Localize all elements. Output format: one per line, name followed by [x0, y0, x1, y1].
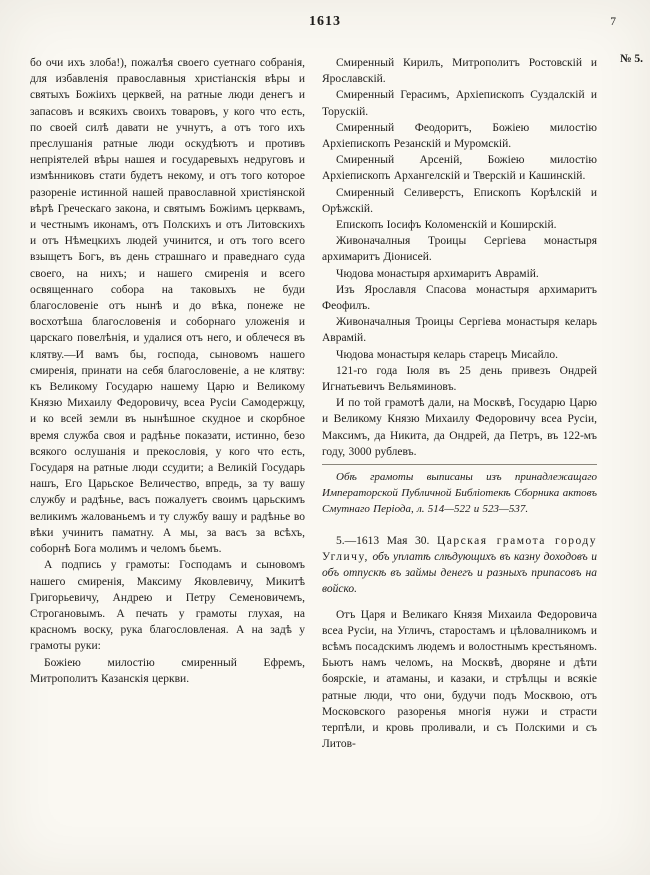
signatory-entry: Чюдова монастыря келарь старецъ Мисайло.: [336, 348, 558, 361]
page-number: 7: [610, 16, 616, 28]
signatory-entry: Живоначалныя Троицы Сергіева монастыря келарь Аврамій.: [322, 316, 597, 345]
delivery-note: 121-го года Іюля въ 25 день привезъ Ондрей Игнатьевичъ Вельяминовъ.: [322, 364, 597, 394]
signatory-entry: Смиренный Кирилъ, Митрополитъ Ростовскій и Ярославскій.: [322, 57, 597, 86]
right-column: [322, 55, 597, 752]
document-number-margin-note: № 5.: [619, 53, 643, 65]
section-title: Царская грамота городу Угличу,: [322, 534, 597, 563]
section-heading: [322, 533, 597, 598]
text-columns: [0, 55, 650, 752]
signatory-entry: Епископъ Іосифъ Коломенскій и Коширскій.: [336, 219, 557, 232]
paragraph-subscription: А подпись у грамоты: Господамъ и сыновомъ нашего смиренія, Максиму Яковлевичу, Микитѣ Григорьевичу, Андрею и Петру Семеновичемъ, Строгановымъ. А печать у грамоты глухая, на красномъ воску, рука благословленая. А на задѣ у грамоты руки:: [30, 559, 305, 653]
signatory-entry: Смиренный Феодоритъ, Божіею милостію Архіепископъ Резанскій и Муромскій.: [322, 121, 597, 151]
running-head-year: 1613: [309, 14, 341, 29]
signatory-entry: Смиренный Арсеній, Божіею милостію Архіепископъ Архангелскій и Тверскій и Кашинскій.: [322, 154, 597, 183]
archival-note: Обѣ грамоты выписаны изъ принадлежащаго Императорской Публичной Библіотекѣ Сборника актовъ Смутнаго Періода, л. 514—522 и 523—537.: [322, 471, 597, 516]
paragraph-signature: Божіею милостію смиренный Ефремъ, Митрополитъ Казанскія церкви.: [30, 656, 305, 685]
paragraph-continuation: бо очи ихъ злоба!), пожалѣя своего суетнаго собранія, для избавленія православныя христіанскія вѣры и святыхъ Божіихъ церквей, на ратные люди денегъ и запасовъ и всякихъ своихъ товаровъ, у кого что есть, по своей силѣ давати не учнутъ, а отъ того ихъ преслушанія ратные люди оскудѣютъ и противъ непріятелей вѣры нашея и государевыхъ недруговъ и измѣнниковъ стати будетъ некому, и отъ того которое разореніе истинной нашей православной христіянской вѣрѣ Греческаго закона, и святымъ Божіимъ церквамъ, и честнымъ иконамъ, отъ Полскихъ и отъ Литовскихъ и отъ Нѣмецкихъ людей учинится, и отъ того всего взыщетъ Богъ, въ день страшнаго и праведнаго суда своего, на нихъ; и нашего смиренія и всего освященнаго собора на таковыхъ не буди благословеніе отъ нынѣ и до вѣка, понеже не восхотѣша благословенія и соборнаго уложенія и царскаго повелѣнія, и удалися отъ него, и облечеся въ клятву.—И вамъ бы, господа, сыновомъ нашего смиренія, принати на себя благословеніе, а не клятву: къ Великому Государю нашему Царю и Великому Князю Михаилу Федоровичу, всеа Русіи Самодержцу, и ко всей земли въ нынѣшное скудное и скорбное время служба своя и радѣнье показати, истинно, безо всякого ослушанія и прекословія, у кого что есть, Государя на ратные люди ссудити; а Великій Государь нашъ, Его Царьское Величество, впредь, за ту вашу службу и радѣнье, васъ пожалуетъ своимъ царьскимъ великимъ жалованьемъ и ту службу вашу и радѣнье во вѣки учинитъ паматну. А мы, за васъ за всѣхъ, соборнѣ Бога молимъ и челомъ бьемъ.: [30, 57, 305, 556]
signatory-entry: Смиренный Селиверстъ, Епископъ Корѣлскій и Орѣжскій.: [322, 186, 597, 215]
section-body-paragraph: Отъ Царя и Великаго Князя Михаила Федоровича всеа Русіи, на Угличъ, старостамъ и цѣловалникомъ и всѣмъ посадскимъ людемъ и волостнымъ крестьяномъ. Бьютъ намъ челомъ, на Москвѣ, дворяне и дѣти боярскіе, и атаманы, и казаки, и стрѣлцы и всякіе ратные люди, что они, будучи подъ Москвою, отъ Московского разоренья многія нужи и страсти терпѣли, и кровь проливали, и съ Полскими и съ Литов-: [322, 608, 597, 751]
section-number-date: 5.—1613 Мая 30.: [336, 534, 430, 547]
left-column: [30, 55, 305, 752]
page-header: [0, 0, 650, 44]
signatory-entry: Смиренный Герасимъ, Архіепископъ Суздалскій и Торускій.: [322, 89, 597, 118]
payment-note: И по той грамотѣ дали, на Москвѣ, Государю Царю и Великому Князю Михаилу Федоровичу всеа Русіи, Максимъ, да Никита, да Ондрей, да Петръ, въ 122-мъ году, 3000 рублевъ.: [322, 397, 597, 458]
signatory-entry: Живоначалныя Троицы Сергіева монастыря архимаритъ Діонисей.: [322, 235, 597, 264]
signatory-entry: Чюдова монастыря архимаритъ Аврамій.: [336, 267, 539, 280]
section-subtitle: объ уплатѣ слѣдующихъ въ казну доходовъ и объ отпускѣ въ займы денегъ и разныхъ припасовъ на войско.: [322, 550, 598, 596]
signatory-entry: Изъ Ярославля Спасова монастыря архимаритъ Феофилъ.: [322, 283, 597, 313]
